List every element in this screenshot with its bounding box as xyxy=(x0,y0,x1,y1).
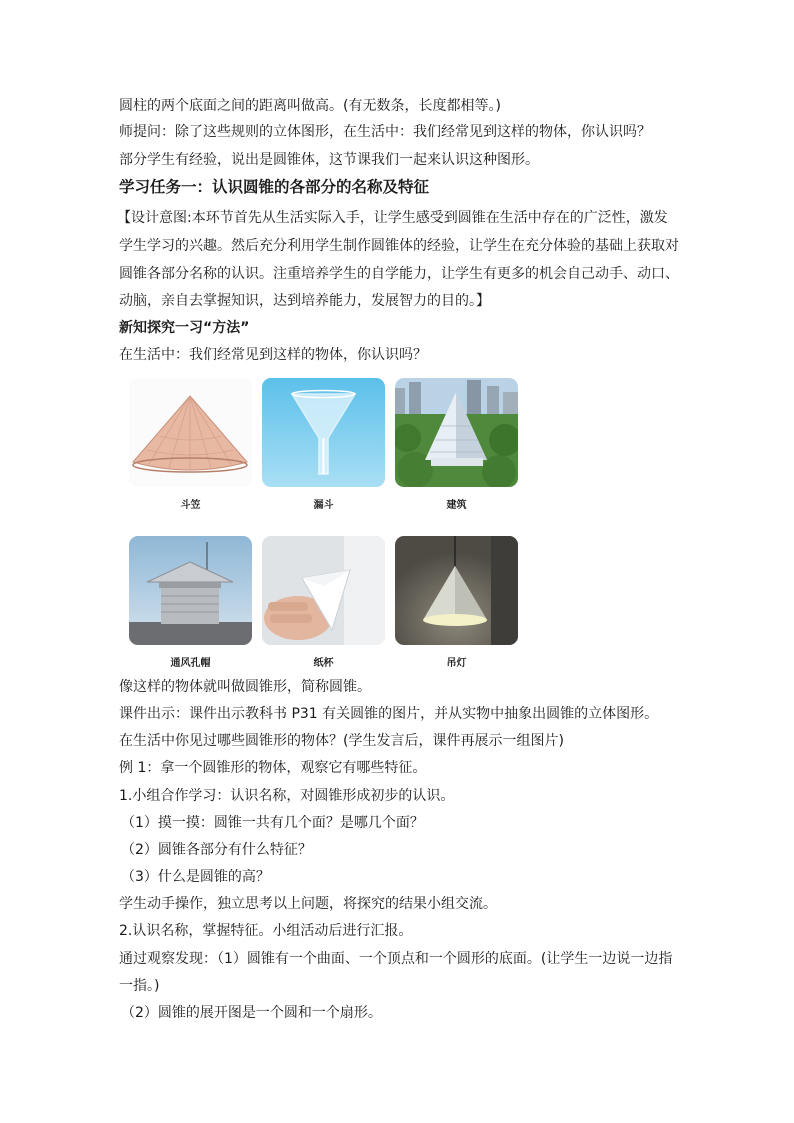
task-heading: 学习任务一：认识圆锥的各部分的名称及特征 xyxy=(119,178,430,196)
paragraph-question-1: （1）摸一摸：圆锥一共有几个面？是哪几个面？ xyxy=(121,815,424,831)
caption-conical-hat: 斗笠 xyxy=(180,500,201,511)
design-intent-line-4: 动脑，亲自去掌握知识，达到培养能力，发展智力的目的。】 xyxy=(119,293,490,309)
paragraph-question-3: （3）什么是圆锥的高？ xyxy=(121,869,270,885)
design-intent-line-2: 学生学习的兴趣。然后充分利用学生制作圆锥体的经验，让学生在充分体验的基础上获取对 xyxy=(119,238,679,254)
paragraph-observation: 通过观察发现：（1）圆锥有一个曲面、一个顶点和一个圆形的底面。(让学生一边说一边指 xyxy=(119,951,673,967)
caption-funnel: 漏斗 xyxy=(313,500,334,511)
caption-paper-cup: 纸杯 xyxy=(313,658,334,669)
paragraph-hands-on: 学生动手操作，独立思考以上问题，将探究的结果小组交流。 xyxy=(119,896,497,912)
paragraph-net: （2）圆锥的展开图是一个圆和一个扇形。 xyxy=(121,1005,382,1021)
design-intent-line-3: 圆锥各部分名称的认识。注重培养学生的自学能力，让学生有更多的机会自己动手、动口、 xyxy=(119,266,679,282)
explore-heading: 新知探究一习“方法” xyxy=(119,320,250,336)
cone-building-photo xyxy=(395,378,518,487)
paragraph-example-1: 例 1：拿一个圆锥形的物体，观察它有哪些特征。 xyxy=(119,760,427,776)
conical-hat-photo xyxy=(129,378,252,487)
paragraph-report: 2.认识名称，掌握特征。小组活动后进行汇报。 xyxy=(119,923,413,939)
pendant-lamp-photo xyxy=(395,536,518,645)
paragraph-teacher-question: 师提问：除了这些规则的立体图形，在生活中：我们经常见到这样的物体，你认识吗？ xyxy=(119,124,651,140)
paragraph-courseware: 课件出示：课件出示教科书 P31 有关圆锥的图片，并从实物中抽象出圆锥的立体图形。 xyxy=(119,706,659,722)
paragraph-student-response: 部分学生有经验，说出是圆锥体，这节课我们一起来认识这种图形。 xyxy=(119,152,539,168)
caption-vent-cap: 通风孔帽 xyxy=(170,658,211,669)
paragraph-cone-definition: 像这样的物体就叫做圆锥形，简称圆锥。 xyxy=(119,679,371,695)
paragraph-question-2: （2）圆锥各部分有什么特征？ xyxy=(121,842,312,858)
paragraph-group-study: 1.小组合作学习：认识名称，对圆锥形成初步的认识。 xyxy=(119,788,455,804)
funnel-photo xyxy=(262,378,385,487)
paragraph-life-examples: 在生活中你见过哪些圆锥形的物体？(学生发言后，课件再展示一组图片) xyxy=(119,733,564,749)
paper-cup-photo xyxy=(262,536,385,645)
paragraph-observation-cont: 一指。) xyxy=(119,978,160,994)
vent-cap-photo xyxy=(129,536,252,645)
caption-pendant-lamp: 吊灯 xyxy=(446,658,467,669)
paragraph-intro-question: 在生活中：我们经常见到这样的物体，你认识吗？ xyxy=(119,347,427,363)
paragraph-height-definition: 圆柱的两个底面之间的距离叫做高。(有无数条，长度都相等。) xyxy=(119,98,501,114)
caption-building: 建筑 xyxy=(446,500,467,511)
design-intent-line-1: 【设计意图:本环节首先从生活实际入手，让学生感受到圆锥在生活中存在的广泛性，激发 xyxy=(117,210,668,226)
